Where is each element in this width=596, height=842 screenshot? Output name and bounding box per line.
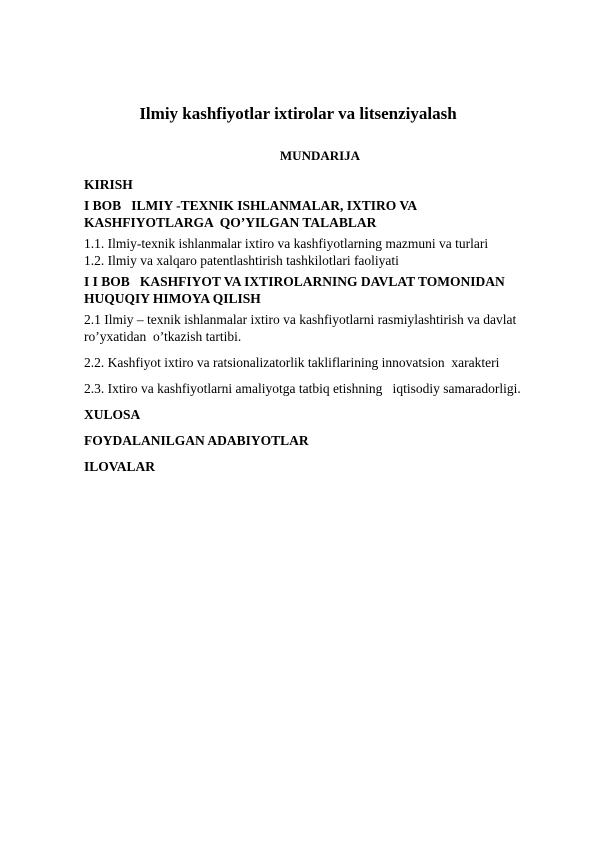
toc-entry-introduction: KIRISH <box>84 177 133 192</box>
toc-entry-conclusion: XULOSA <box>84 407 141 422</box>
toc-entry-appendices: ILOVALAR <box>84 459 156 474</box>
toc-entry-section-2-1: 2.1 Ilmiy – texnik ishlanmalar ixtiro va kashfiyotlarni rasmiylashtirish va davlat ro’yxatidan o’tkazish tartibi. <box>84 312 517 344</box>
toc-heading: MUNDARIJA <box>279 148 361 163</box>
toc-entry-references: FOYDALANILGAN ADABIYOTLAR <box>84 433 309 448</box>
toc-entry-section-1-2: 1.2. Ilmiy va xalqaro patentlashtirish tashkilotlari faoliyati <box>84 253 399 268</box>
toc-entry-chapter-2: I I BOB KASHFIYOT VA IXTIROLARNING DAVLAT TOMONIDAN HUQUQIY HIMOYA QILISH <box>84 274 505 306</box>
toc-entry-section-2-2: 2.2. Kashfiyot ixtiro va ratsionalizatorlik takliflarining innovatsion xarakteri <box>84 355 500 370</box>
table-of-contents <box>84 176 554 475</box>
document-title: Ilmiy kashfiyotlar ixtirolar va litsenziyalash <box>139 104 457 123</box>
toc-entry-section-2-3: 2.3. Ixtiro va kashfiyotlarni amaliyotga tatbiq etishning iqtisodiy samaradorligi. <box>84 381 521 396</box>
toc-entry-section-1-1: 1.1. Ilmiy-texnik ishlanmalar ixtiro va kashfiyotlarning mazmuni va turlari <box>84 236 489 251</box>
toc-entry-chapter-1: I BOB ILMIY -TEXNIK ISHLANMALAR, IXTIRO VA KASHFIYOTLARGA QO’YILGAN TALABLAR <box>84 198 418 230</box>
